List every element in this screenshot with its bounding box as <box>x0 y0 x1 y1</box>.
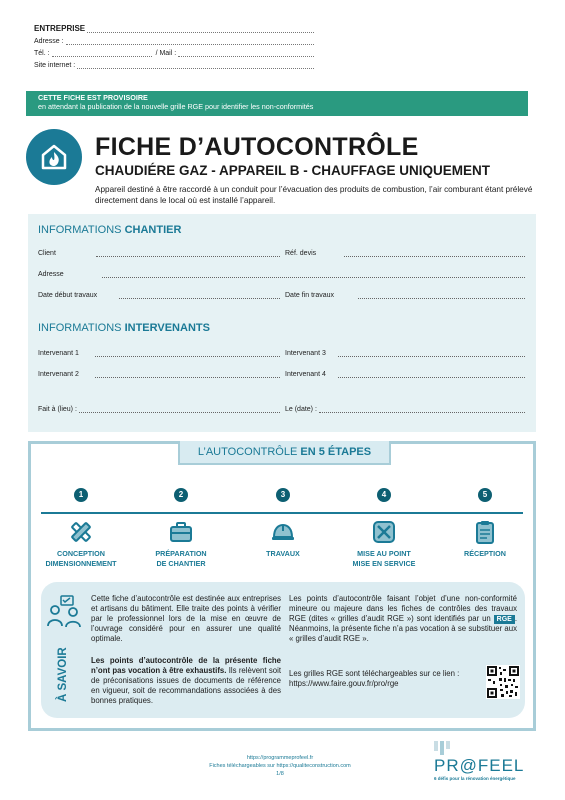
adresse-label: Adresse : <box>34 38 64 45</box>
page-description: Appareil destiné à être raccordé à un conduit pour l’évacuation des produits de combustion, l’air comburant étant prélevé directement dans le local où est installé l’appareil. <box>95 185 533 205</box>
qr-code[interactable] <box>486 665 520 699</box>
client-row <box>38 250 280 257</box>
intervenants-heading-bold: INTERVENANTS <box>124 322 210 334</box>
step-3-label <box>233 549 333 559</box>
le-date-label: Le (date) : <box>285 406 317 413</box>
intervenants-heading <box>38 322 210 334</box>
savoir-paragraph-2 <box>91 656 281 706</box>
banner-title: CETTE FICHE EST PROVISOIRE <box>38 93 148 102</box>
boiler-flame-icon <box>26 129 82 185</box>
intervenant-4-row <box>285 371 525 378</box>
intervenants-heading-normal: INFORMATIONS <box>38 322 125 334</box>
adresse-chantier-label: Adresse <box>38 271 64 278</box>
provisional-banner <box>26 91 528 116</box>
mail-field[interactable] <box>178 50 314 57</box>
date-fin-field[interactable] <box>358 293 525 299</box>
chantier-heading <box>38 224 181 236</box>
site-row <box>34 62 314 69</box>
adresse-chantier-field[interactable] <box>102 272 525 278</box>
intervenant-4-field[interactable] <box>338 372 525 378</box>
date-fin-row <box>285 292 525 299</box>
date-debut-row <box>38 292 280 299</box>
step-2-label-line1: PRÉPARATION <box>155 549 207 558</box>
a-savoir-label: À SAVOIR <box>57 647 69 702</box>
tel-mail-row <box>34 50 314 57</box>
chantier-heading-normal: INFORMATIONS <box>38 224 125 236</box>
entreprise-block <box>34 24 314 69</box>
entreprise-row <box>34 24 314 33</box>
le-date-field[interactable] <box>319 407 525 413</box>
fait-a-row <box>38 406 280 413</box>
step-2-label <box>131 549 231 569</box>
step-5-label-line1: RÉCEPTION <box>464 549 506 558</box>
profeel-tagline: 6 défis pour la rénovation énergétique <box>434 776 516 781</box>
footer-site-link[interactable]: https://programmeprofeel.fr <box>246 755 314 761</box>
people-checklist-icon <box>47 594 81 633</box>
step-4-number: 4 <box>377 488 391 502</box>
step-1-number: 1 <box>74 488 88 502</box>
intervenant-1-row <box>38 350 280 357</box>
savoir-p3-a: Les points d’autocontrôle faisant l’objet d’une non-conformité mineure ou majeure dans les fiches de contrôles des travaux RGE (dites « grilles d’audit RGE ») sont identifiés par un <box>289 594 517 623</box>
profeel-bars <box>434 741 534 755</box>
client-field[interactable] <box>96 251 280 257</box>
date-debut-field[interactable] <box>119 293 280 299</box>
step-4-label <box>334 549 434 569</box>
profeel-name: PR@FEEL <box>434 756 525 775</box>
fait-a-label: Fait à (lieu) : <box>38 406 77 413</box>
a-savoir-box <box>41 582 525 718</box>
timeline-line <box>41 512 523 514</box>
intervenant-3-label: Intervenant 3 <box>285 350 326 357</box>
step-2-number: 2 <box>174 488 188 502</box>
entreprise-field[interactable] <box>87 26 314 33</box>
adresse-row <box>34 38 314 45</box>
helmet-icon <box>269 518 297 546</box>
toolbox-icon <box>167 518 195 546</box>
adresse-field[interactable] <box>66 38 314 45</box>
step-5-number: 5 <box>478 488 492 502</box>
chantier-heading-bold: CHANTIER <box>124 224 182 236</box>
savoir-p3-b: . Néanmoins, la présente fiche n’a pas vocation à se substituer aux « grilles d’audit RGE ». <box>289 614 517 643</box>
step-2-label-line2: DE CHANTIER <box>156 559 206 568</box>
savoir-p2-rest: Ils relèvent soit de préconisations issues de documents de référence en vigueur, soit de recommandations associées à des bonnes pratiques. <box>91 666 281 705</box>
rge-badge: RGE <box>494 615 515 624</box>
page-subtitle: CHAUDIÉRE GAZ - APPAREIL B - CHAUFFAGE UNIQUEMENT <box>95 163 491 178</box>
banner-subtitle: en attendant la publication de la nouvelle grille RGE pour identifier les non-conformités <box>38 101 314 111</box>
etapes-title <box>178 441 391 465</box>
date-fin-label: Date fin travaux <box>285 292 335 299</box>
step-1-label-line1: CONCEPTION <box>57 549 105 558</box>
entreprise-title: ENTREPRISE <box>34 24 86 33</box>
savoir-paragraph-4 <box>289 669 479 689</box>
rge-link[interactable]: https://www.faire.gouv.fr/pro/rge <box>289 679 399 688</box>
intervenant-2-row <box>38 371 280 378</box>
savoir-paragraph-3 <box>289 594 517 644</box>
site-field[interactable] <box>77 62 314 69</box>
etapes-title-normal: L’AUTOCONTRÔLE <box>197 446 301 458</box>
pencil-ruler-icon <box>67 518 95 546</box>
intervenant-4-label: Intervenant 4 <box>285 371 326 378</box>
step-3-number: 3 <box>276 488 290 502</box>
intervenant-3-row <box>285 350 525 357</box>
step-5-label <box>435 549 535 559</box>
intervenant-3-field[interactable] <box>338 351 525 357</box>
savoir-paragraph-1: Cette fiche d’autocontrôle est destinée aux entreprises et artisans du bâtiment. Elle traite des points à vérifier par le professionnel lors de la mise en œuvre de l’ouvrage considéré pour en assurer une qualité optimale. <box>91 594 281 643</box>
tel-label: Tél. : <box>34 50 50 57</box>
step-4-label-line2: MISE EN SERVICE <box>352 559 416 568</box>
ref-devis-field[interactable] <box>344 251 525 257</box>
intervenant-2-label: Intervenant 2 <box>38 371 79 378</box>
etapes-title-bold: EN 5 ÉTAPES <box>300 446 372 458</box>
footer-download-text: Fiches téléchargeables sur https://qualiteconstruction.com <box>209 763 351 769</box>
footer <box>150 754 410 778</box>
intervenant-1-label: Intervenant 1 <box>38 350 79 357</box>
client-label: Client <box>38 250 56 257</box>
tel-field[interactable] <box>52 50 152 57</box>
page-title: FICHE D’AUTOCONTRÔLE <box>95 133 419 161</box>
mail-label: / Mail : <box>155 50 177 57</box>
savoir-p4: Les grilles RGE sont téléchargeables sur ce lien : <box>289 669 460 678</box>
step-3-label-line1: TRAVAUX <box>266 549 300 558</box>
adresse-chantier-row <box>38 271 525 278</box>
ref-devis-row <box>285 250 525 257</box>
clipboard-icon <box>471 518 499 546</box>
informations-box <box>28 214 536 432</box>
step-4-label-line1: MISE AU POINT <box>357 549 411 558</box>
intervenant-2-field[interactable] <box>95 372 280 378</box>
fait-a-field[interactable] <box>79 407 280 413</box>
intervenant-1-field[interactable] <box>95 351 280 357</box>
profeel-logo <box>434 741 534 781</box>
tools-icon <box>370 518 398 546</box>
le-date-row <box>285 406 525 413</box>
site-label: Site internet : <box>34 62 76 69</box>
step-1-label <box>31 549 131 569</box>
step-1-label-line2: DIMENSIONNEMENT <box>45 559 117 568</box>
etapes-box <box>28 441 536 731</box>
page-number: 1/8 <box>276 771 284 777</box>
date-debut-label: Date début travaux <box>38 292 98 299</box>
ref-devis-label: Réf. devis <box>285 250 317 257</box>
savoir-p2-bold: Les points d’autocontrôle de la présente fiche n’ont pas vocation à être exhaustifs. <box>91 656 281 675</box>
